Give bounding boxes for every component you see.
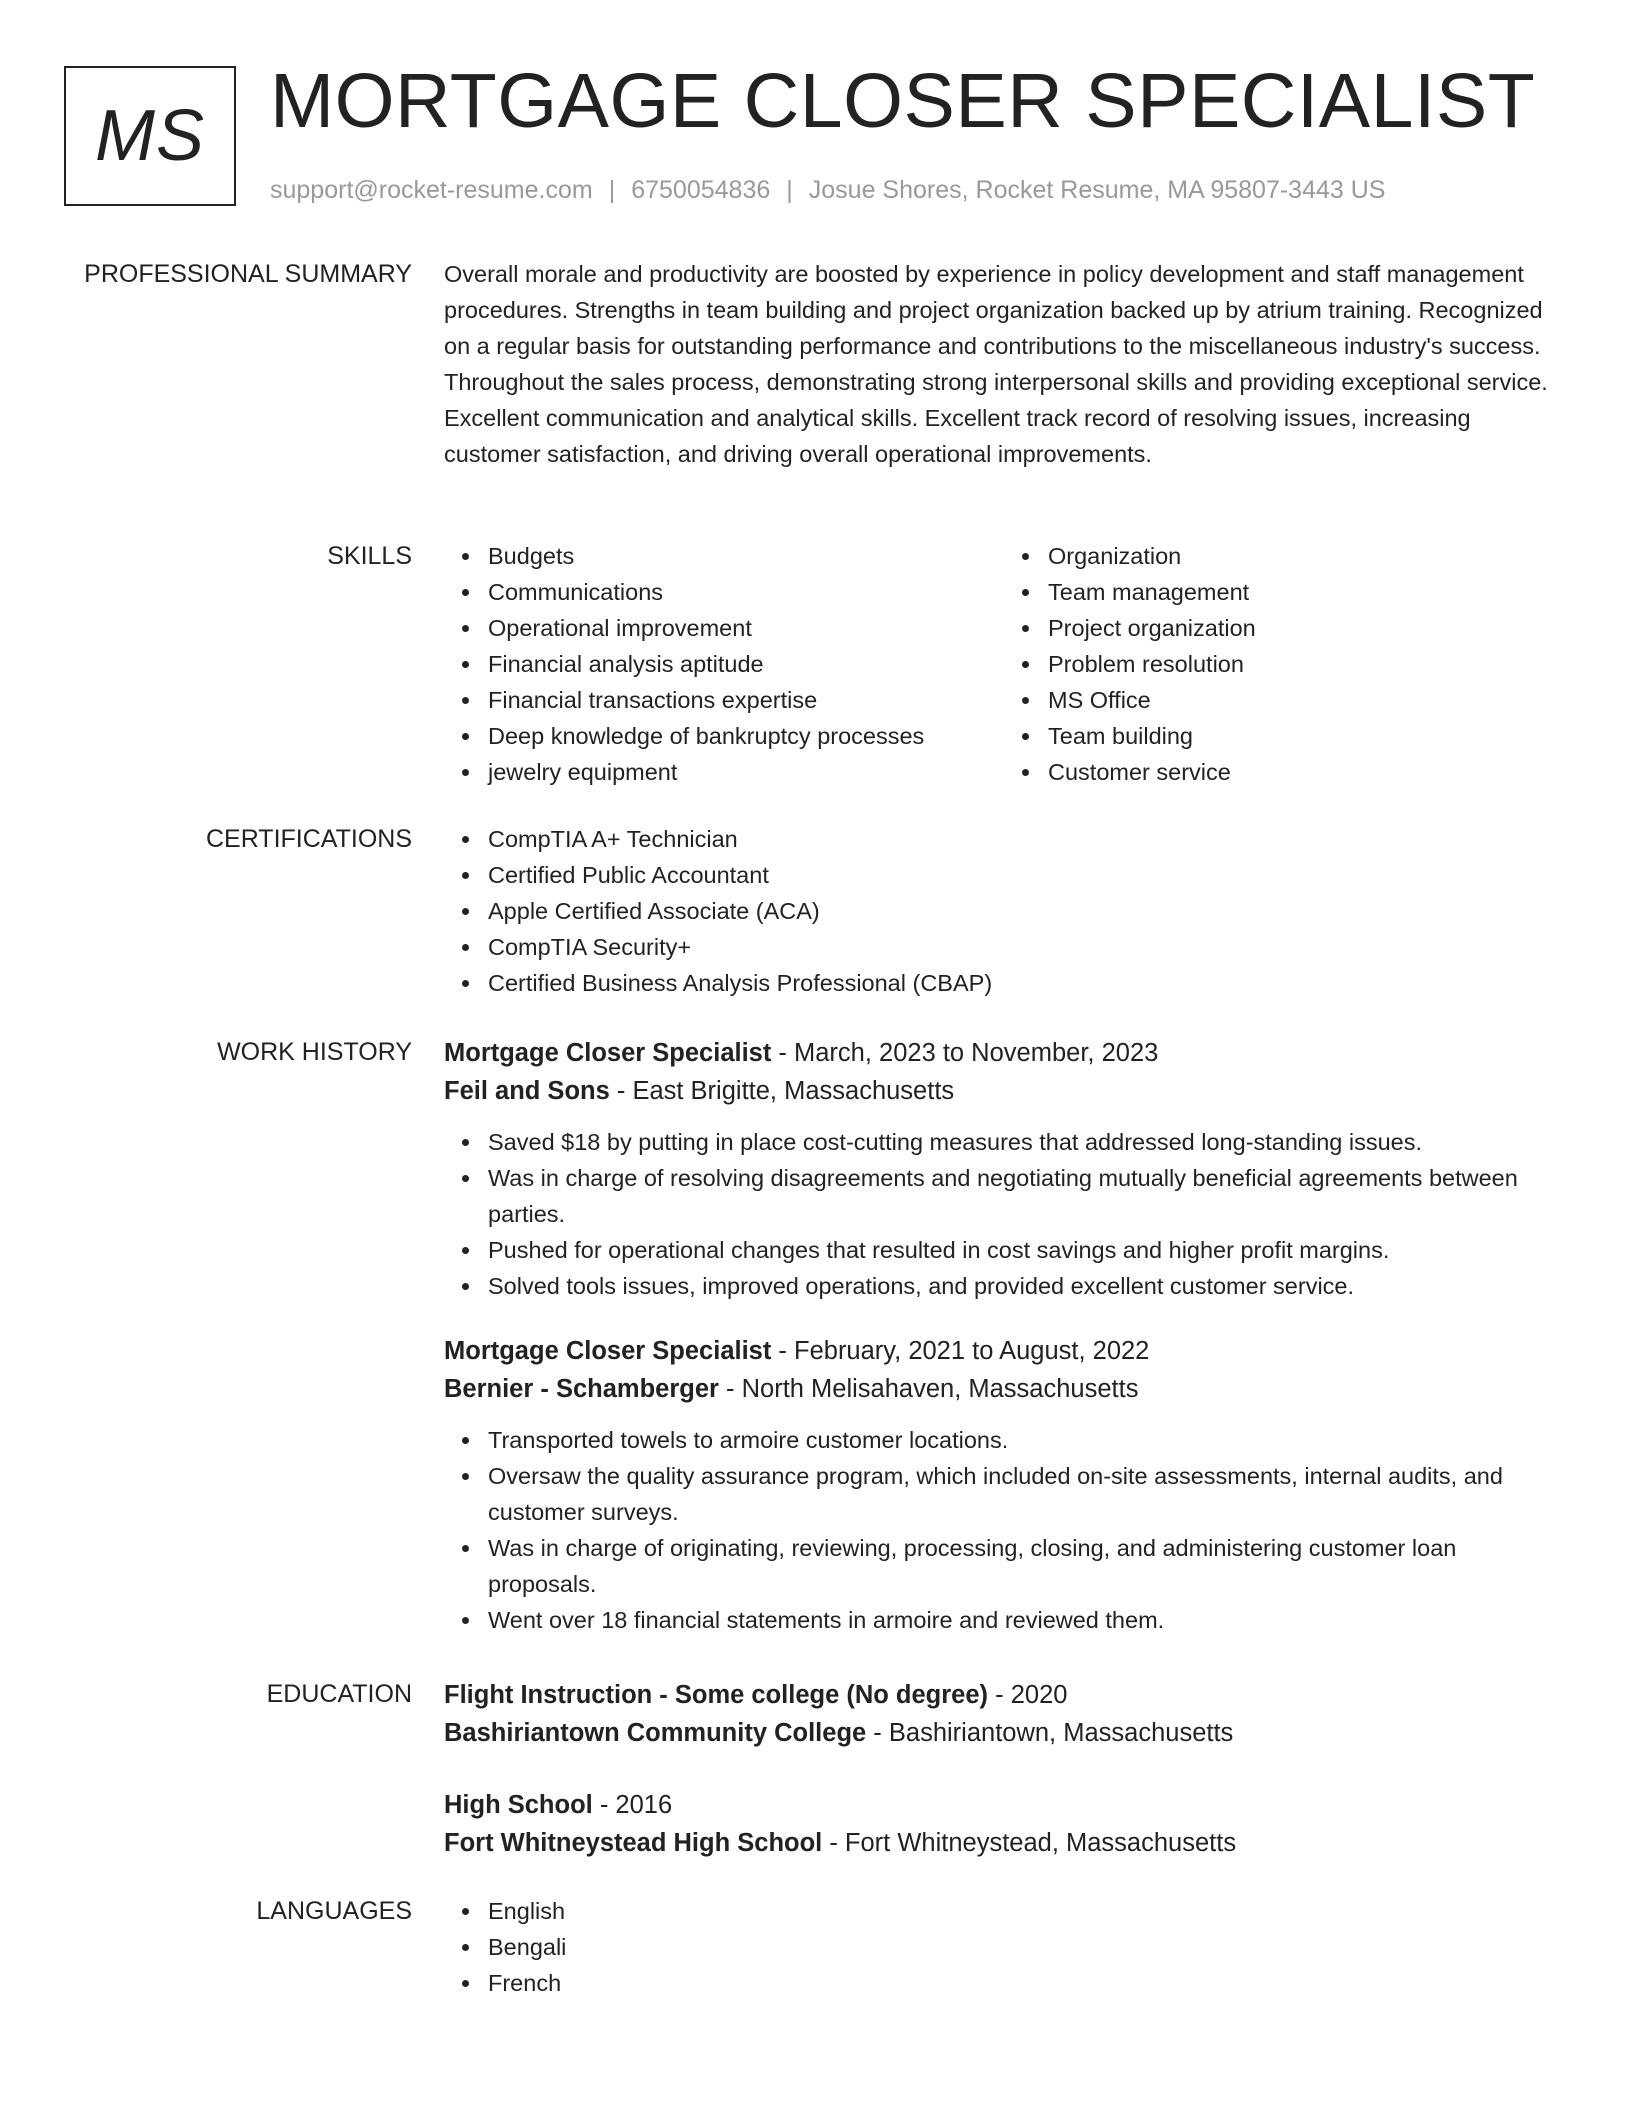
- skill-item: Financial transactions expertise: [488, 682, 1004, 718]
- job-title: Mortgage Closer Specialist: [444, 1039, 772, 1067]
- job-duty: Went over 18 financial statements in armoire and reviewed them.: [488, 1602, 1564, 1638]
- skill-item: Problem resolution: [1048, 646, 1564, 682]
- contact-address: Josue Shores, Rocket Resume, MA 95807-3443 US: [808, 176, 1386, 204]
- education-location: - Fort Whitneystead, Massachusetts: [822, 1829, 1237, 1857]
- job-duty: Was in charge of originating, reviewing, processing, closing, and administering customer loan proposals.: [488, 1530, 1564, 1602]
- education-body: [444, 1676, 1564, 1896]
- education-year: - 2020: [988, 1681, 1068, 1709]
- skill-item: Budgets: [488, 538, 1004, 574]
- certifications-list: [444, 821, 1564, 1001]
- language-item: English: [488, 1893, 1564, 1929]
- section-label-education: EDUCATION: [266, 1680, 412, 1708]
- skill-item: Organization: [1048, 538, 1564, 574]
- section-label-certifications: CERTIFICATIONS: [205, 825, 412, 853]
- section-label-summary: PROFESSIONAL SUMMARY: [84, 260, 412, 288]
- skills-body: [444, 538, 1564, 790]
- contact-phone[interactable]: 6750054836: [631, 176, 771, 204]
- summary-body: [444, 256, 1564, 472]
- skill-item: jewelry equipment: [488, 754, 1004, 790]
- skill-item: Financial analysis aptitude: [488, 646, 1004, 682]
- education-school: Bashiriantown Community College: [444, 1719, 867, 1747]
- education-degree: Flight Instruction - Some college (No degree): [444, 1681, 989, 1709]
- job-title-line: [444, 1332, 1564, 1370]
- certification-item: Certified Business Analysis Professional (CBAP): [488, 965, 1564, 1001]
- job-dates: - February, 2021 to August, 2022: [771, 1337, 1150, 1365]
- skills-column-2: [1004, 538, 1564, 790]
- job-company-line: [444, 1370, 1564, 1408]
- language-item: French: [488, 1965, 1564, 2001]
- education-degree: High School: [444, 1791, 593, 1819]
- skills-column-1: [444, 538, 1004, 790]
- job-location: - East Brigitte, Massachusetts: [609, 1077, 955, 1105]
- job-duties-list: [444, 1124, 1564, 1304]
- skill-item: Customer service: [1048, 754, 1564, 790]
- job-duties-list: [444, 1422, 1564, 1638]
- job-duty: Pushed for operational changes that resulted in cost savings and higher profit margins.: [488, 1232, 1564, 1268]
- certification-item: Certified Public Accountant: [488, 857, 1564, 893]
- section-label-skills: SKILLS: [327, 542, 412, 570]
- job-duty: Solved tools issues, improved operations, and provided excellent customer service.: [488, 1268, 1564, 1304]
- language-item: Bengali: [488, 1929, 1564, 1965]
- section-label-work-history: WORK HISTORY: [217, 1038, 412, 1066]
- education-degree-line: [444, 1676, 1564, 1714]
- job-duty: Was in charge of resolving disagreements and negotiating mutually beneficial agreements between parties.: [488, 1160, 1564, 1232]
- resume-title: MORTGAGE CLOSER SPECIALIST: [270, 58, 1536, 144]
- work-history-body: [444, 1034, 1564, 1666]
- job-duty: Saved $18 by putting in place cost-cutting measures that addressed long-standing issues.: [488, 1124, 1564, 1160]
- certifications-body: [444, 821, 1564, 1001]
- education-degree-line: [444, 1786, 1564, 1824]
- certification-item: CompTIA Security+: [488, 929, 1564, 965]
- skill-item: Project organization: [1048, 610, 1564, 646]
- skill-item: Deep knowledge of bankruptcy processes: [488, 718, 1004, 754]
- education-entry: [444, 1786, 1564, 1862]
- job-entry: [444, 1034, 1564, 1304]
- job-duty: Oversaw the quality assurance program, which included on-site assessments, internal audits, and customer surveys.: [488, 1458, 1564, 1530]
- skill-item: Team management: [1048, 574, 1564, 610]
- contact-email[interactable]: support@rocket-resume.com: [270, 176, 593, 204]
- job-title: Mortgage Closer Specialist: [444, 1337, 772, 1365]
- skill-item: MS Office: [1048, 682, 1564, 718]
- job-title-line: [444, 1034, 1564, 1072]
- job-dates: - March, 2023 to November, 2023: [771, 1039, 1159, 1067]
- job-entry: [444, 1332, 1564, 1638]
- languages-body: [444, 1893, 1564, 2001]
- summary-text: Overall morale and productivity are boosted by experience in policy development and staff management procedures. Strengths in team building and project organization backed up by atrium training. Recognized on a regular basis for outstanding performance and contributions to the miscellaneous industry's success. Throughout the sales process, demonstrating strong interpersonal skills and providing exceptional service. Excellent communication and analytical skills. Excellent track record of resolving issues, increasing customer satisfaction, and driving overall operational improvements.: [444, 261, 1548, 467]
- job-location: - North Melisahaven, Massachusetts: [718, 1375, 1139, 1403]
- job-duty: Transported towels to armoire customer locations.: [488, 1422, 1564, 1458]
- job-company: Feil and Sons: [444, 1077, 610, 1105]
- education-school-line: [444, 1714, 1564, 1752]
- job-company: Bernier - Schamberger: [444, 1375, 719, 1403]
- contact-line: [270, 174, 1385, 206]
- languages-list: [444, 1893, 1564, 2001]
- education-school-line: [444, 1824, 1564, 1862]
- job-company-line: [444, 1072, 1564, 1110]
- certification-item: Apple Certified Associate (ACA): [488, 893, 1564, 929]
- certification-item: CompTIA A+ Technician: [488, 821, 1564, 857]
- contact-separator: |: [786, 176, 793, 204]
- education-entry: [444, 1676, 1564, 1752]
- education-year: - 2016: [592, 1791, 673, 1819]
- skill-item: Communications: [488, 574, 1004, 610]
- education-location: - Bashiriantown, Massachusetts: [866, 1719, 1234, 1747]
- monogram-logo: MS: [64, 66, 236, 206]
- skill-item: Team building: [1048, 718, 1564, 754]
- section-label-languages: LANGUAGES: [256, 1897, 412, 1925]
- education-school: Fort Whitneystead High School: [444, 1829, 823, 1857]
- skill-item: Operational improvement: [488, 610, 1004, 646]
- contact-separator: |: [608, 176, 616, 204]
